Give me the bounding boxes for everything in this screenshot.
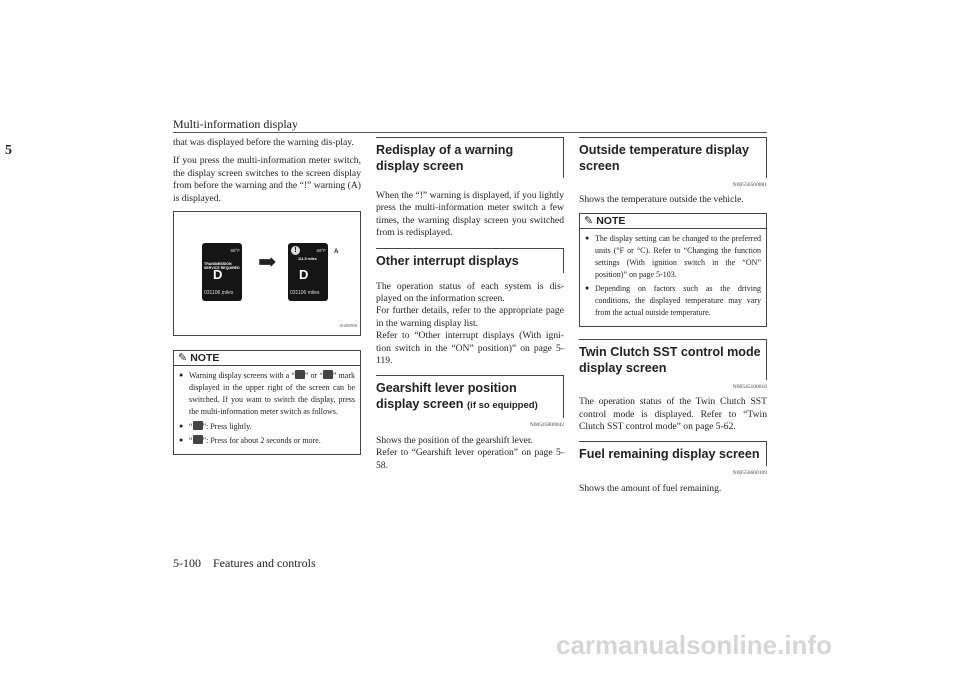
column-right [579, 137, 767, 501]
note-body [174, 366, 360, 454]
header-rule [173, 132, 767, 133]
column-middle [376, 137, 564, 478]
note-text: ” or “ [304, 371, 323, 381]
note-title: NOTE [190, 352, 220, 365]
right-arrow-icon: ➡ [258, 249, 277, 275]
column-left [173, 137, 361, 455]
paragraph: Shows the temperature outside the vehicle. [579, 194, 744, 206]
note-header [580, 214, 766, 229]
paragraph: Refer to “Other interrupt displays (With igni-tion switch in the “ON” position)” on page 5-119. [376, 330, 564, 367]
odometer-readout: 031106 miles [204, 289, 234, 296]
page-header-title: Multi-information display [173, 117, 298, 131]
note-subitem [179, 421, 355, 433]
display-screen-after [288, 243, 328, 301]
note-box [173, 350, 361, 455]
section-code: N00556600109 [732, 470, 767, 477]
section-code: N00545800042 [529, 422, 564, 429]
warning-message: TRANSMISSION SERVICE REQUIRED [204, 262, 240, 271]
heading-text: Gearshift lever position display screen [376, 381, 517, 412]
quote: “ [189, 421, 193, 431]
paragraph: Refer to “Gearshift lever operation” on page 5-58. [376, 447, 564, 471]
section-heading [376, 375, 564, 418]
callout-label-a: A [334, 249, 339, 256]
note-item: ● The display setting can be changed to the preferred units (°F or °C). Refer to “Changing the function settings (With ignition switch in the “ON” position)” on page 5-103. [585, 233, 761, 280]
watermark: carmanualsonline.info [556, 630, 832, 660]
paragraph: If you press the multi-information meter switch, the display screen switches to the screen display from before the warning and the “!” warning (A) is displayed. [173, 155, 361, 204]
note-text: ”: Press for about 2 seconds or more. [202, 436, 321, 446]
range-readout: 111.5 miles [298, 257, 317, 262]
odometer-readout: 031106 miles [290, 289, 320, 296]
note-text: ”: Press lightly. [202, 421, 252, 431]
note-header [174, 351, 360, 366]
pencil-icon: ✎ [178, 352, 188, 365]
paragraph: Shows the position of the gearshift lever. [376, 434, 533, 446]
note-item: ● Depending on factors such as the driving conditions, the displayed temperature may vary from the actual outside temperature. [585, 283, 761, 318]
gear-indicator: D [299, 267, 309, 283]
paragraph: For further details, refer to the appropriate page in the warning display list. [376, 305, 564, 329]
paragraph: that was displayed before the warning dis-play. [173, 137, 354, 148]
note-text: ” mark displayed in the upper right of the screen can be switched. If you want to switch the display, press the multi-information meter switch as follows. [189, 371, 355, 416]
note-body [580, 229, 766, 326]
section-heading: Other interrupt displays [376, 248, 564, 273]
section-heading: Redisplay of a warning display screen [376, 137, 564, 178]
warning-icon: ! [291, 246, 300, 255]
heading-qualifier: (if so equipped) [467, 400, 538, 412]
chapter-tab: 5 [5, 143, 12, 158]
paragraph: When the “!” warning is displayed, if you lightly press the multi-information meter switch a few times, the warning display screen you switched from is redisplayed. [376, 190, 564, 239]
switch-long-press-icon [193, 435, 203, 444]
note-subitem [179, 435, 355, 447]
temperature-readout: 68°F [230, 248, 240, 254]
quote: “ [189, 436, 193, 446]
page-footer: 5-100 Features and controls [173, 556, 316, 570]
paragraph: The operation status of the Twin Clutch SST control mode is displayed. Refer to “Twin Clutch SST control mode” on page 5-62. [579, 396, 767, 433]
section-code: N00556500081 [732, 182, 767, 188]
switch-long-press-icon [323, 370, 333, 379]
paragraph: The operation status of each system is dis-played on the information screen. [376, 280, 564, 305]
display-illustration [173, 211, 361, 336]
switch-icon [193, 421, 203, 430]
section-heading: Outside temperature display screen [579, 137, 767, 178]
note-title: NOTE [596, 214, 626, 227]
switch-icon [295, 370, 305, 379]
display-screen-before [202, 243, 242, 301]
note-text: Warning display screens with a “ [189, 371, 295, 381]
temperature-readout: 68°F [316, 248, 326, 254]
pencil-icon: ✎ [584, 214, 594, 227]
section-heading: Twin Clutch SST control mode display screen [579, 339, 767, 380]
section-heading: Fuel remaining display screen [579, 441, 767, 466]
figure-code: AG005930 [339, 322, 357, 328]
note-box [579, 213, 767, 327]
paragraph: Shows the amount of fuel remaining. [579, 482, 722, 494]
gear-indicator: D [213, 267, 223, 283]
section-code: N00545100016 [732, 383, 767, 390]
note-item [179, 370, 355, 417]
